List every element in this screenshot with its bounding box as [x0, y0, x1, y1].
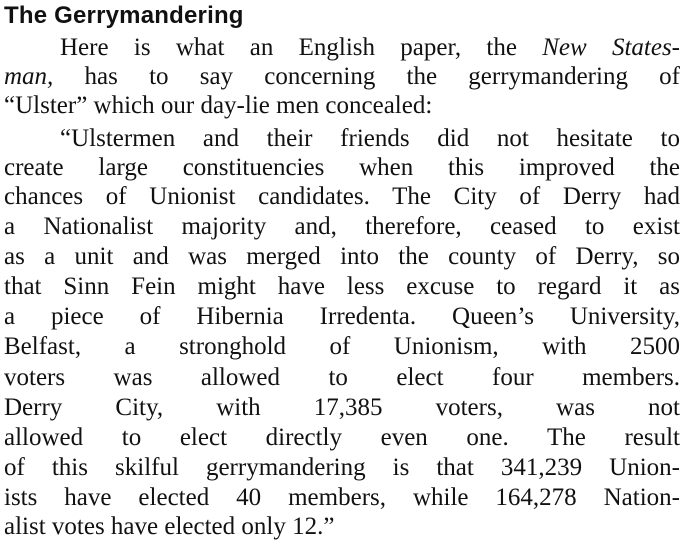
- quote-line-13: ists have elected 40 members, while 164,278 Nation-: [4, 484, 680, 511]
- quote-line-9: voters was allowed to elect four members.: [4, 364, 680, 391]
- article: [4, 0, 680, 545]
- quote-line-1: “Ulstermen and their friends did not hesitate to: [60, 125, 680, 152]
- quote-line-6: that Sinn Fein might have less excuse to regard it as: [4, 273, 680, 300]
- quote-line-8: Belfast, a stronghold of Unionism, with 2500: [4, 333, 680, 360]
- quote-line-4: a Nationalist majority and, therefore, ceased to exist: [4, 213, 680, 240]
- article-title: The Gerrymandering: [4, 2, 244, 29]
- text-line-1: [4, 33, 680, 63]
- publication-name-part-2: man,: [4, 63, 54, 90]
- text-line-2: [4, 62, 680, 92]
- quote-line-12: of this skilful gerrymandering is that 341,239 Union-: [4, 454, 680, 481]
- quote-line-11: allowed to elect directly even one. The result: [4, 424, 680, 451]
- quote-line-5: as a unit and was merged into the county of Derry, so: [4, 243, 680, 270]
- quote-line-7: a piece of Hibernia Irredenta. Queen’s University,: [4, 303, 680, 330]
- intro-text: Here is what an English paper, the: [60, 34, 517, 61]
- quote-line-14: alist votes have elected only 12.”: [4, 513, 335, 540]
- publication-name-part-1: New States-: [542, 34, 680, 61]
- quote-line-10: Derry City, with 17,385 voters, was not: [4, 394, 680, 421]
- quote-line-3: chances of Unionist candidates. The City of Derry had: [4, 183, 680, 210]
- text-line-3: “Ulster” which our day-lie men concealed:: [4, 92, 433, 119]
- intro-continued: has to say concerning the gerrymandering of: [84, 63, 680, 90]
- quote-line-2: create large constituencies when this improved the: [4, 154, 680, 181]
